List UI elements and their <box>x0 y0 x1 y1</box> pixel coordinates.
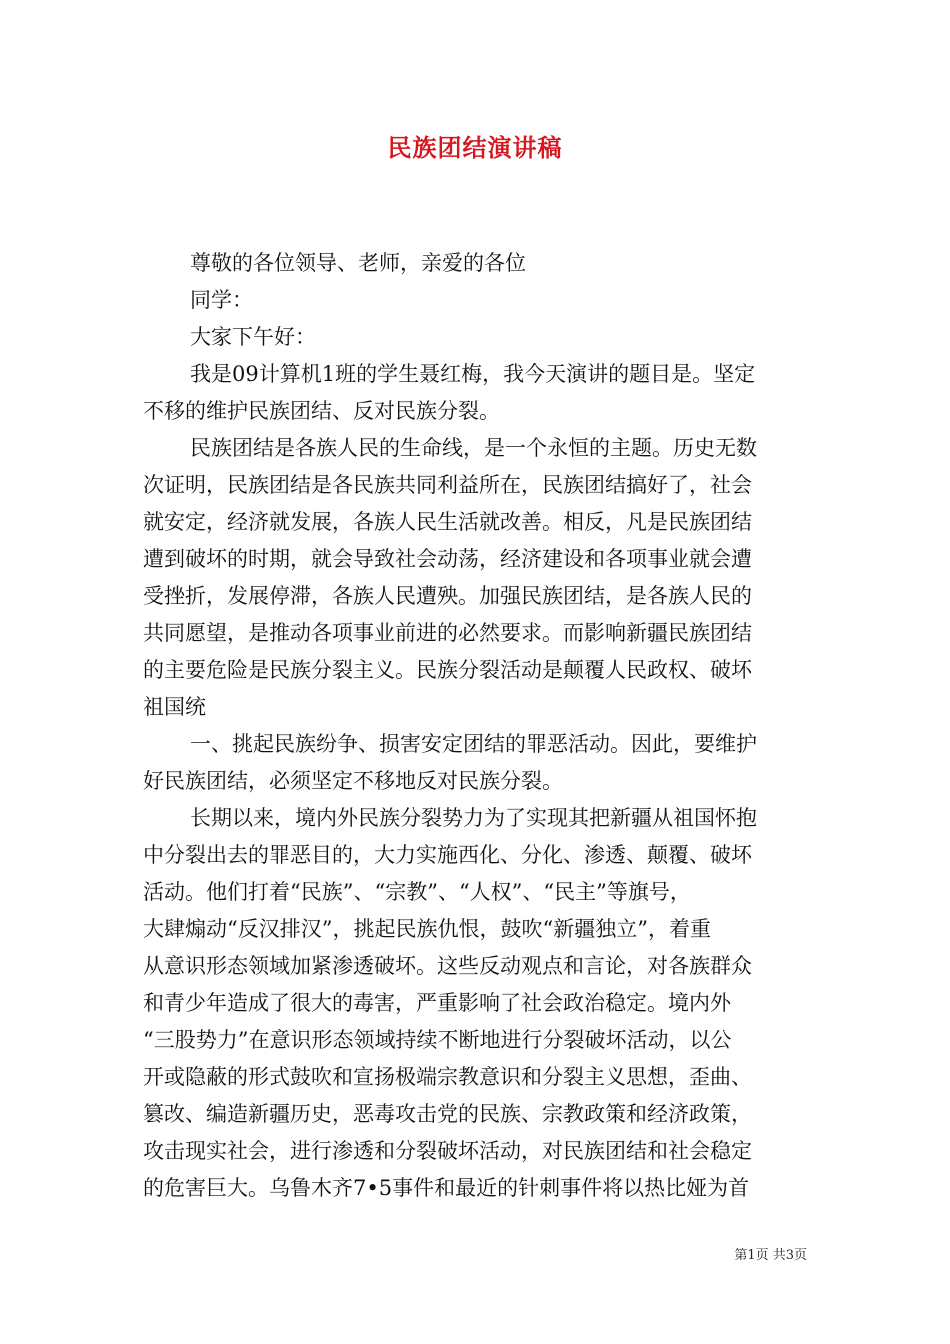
body-line: 尊敬的各位领导、老师，亲爱的各位 <box>190 251 526 275</box>
page-footer: 第1页 共3页 <box>734 1248 807 1263</box>
body-line: 大家下午好： <box>190 325 316 349</box>
body-line: 次证明，民族团结是各民族共同利益所在，民族团结搞好了，社会 <box>143 473 752 497</box>
body-line: 遭到破坏的时期，就会导致社会动荡，经济建设和各项事业就会遭 <box>143 547 752 571</box>
body-line: 就安定，经济就发展，各族人民生活就改善。相反，凡是民族团结 <box>143 510 752 534</box>
body-line: “三股势力”在意识形态领域持续不断地进行分裂破坏活动，以公 <box>143 1028 732 1052</box>
body-line: 和青少年造成了很大的毒害，严重影响了社会政治稳定。境内外 <box>143 991 731 1015</box>
document-title: 民族团结演讲稿 <box>387 133 563 162</box>
body-line: 的主要危险是民族分裂主义。民族分裂活动是颠覆人民政权、破坏 <box>143 658 752 682</box>
body-line: 好民族团结，必须坚定不移地反对民族分裂。 <box>143 769 563 793</box>
body-line: 活动。他们打着“民族”、“宗教”、“人权”、“民主”等旗号， <box>143 880 691 904</box>
body-line: 大肆煽动“反汉排汉”，挑起民族仇恨，鼓吹“新疆独立”，着重 <box>143 917 711 941</box>
body-line: 开或隐蔽的形式鼓吹和宣扬极端宗教意识和分裂主义思想，歪曲、 <box>143 1065 752 1089</box>
body-line: 攻击现实社会，进行渗透和分裂破坏活动，对民族团结和社会稳定 <box>143 1139 752 1163</box>
body-line: 我是09计算机1班的学生聂红梅，我今天演讲的题目是。坚定 <box>190 362 756 386</box>
body-line: 从意识形态领域加紧渗透破坏。这些反动观点和言论，对各族群众 <box>143 954 752 978</box>
body-line: 共同愿望，是推动各项事业前进的必然要求。而影响新疆民族团结 <box>143 621 752 645</box>
body-line: 篡改、编造新疆历史，恶毒攻击党的民族、宗教政策和经济政策， <box>143 1102 752 1126</box>
body-line: 同学： <box>190 288 253 312</box>
body-line: 祖国统 <box>143 695 206 719</box>
body-line: 民族团结是各族人民的生命线，是一个永恒的主题。历史无数 <box>190 436 757 460</box>
body-line: 不移的维护民族团结、反对民族分裂。 <box>143 399 500 423</box>
body-line: 长期以来，境内外民族分裂势力为了实现其把新疆从祖国怀抱 <box>190 806 757 830</box>
document-body <box>143 245 807 1207</box>
body-line: 受挫折，发展停滞，各族人民遭殃。加强民族团结，是各族人民的 <box>143 584 752 608</box>
body-line: 的危害巨大。乌鲁木齐7•5事件和最近的针刺事件将以热比娅为首 <box>143 1176 750 1200</box>
body-line: 中分裂出去的罪恶目的，大力实施西化、分化、渗透、颠覆、破坏 <box>143 843 752 867</box>
body-line: 一、挑起民族纷争、损害安定团结的罪恶活动。因此，要维护 <box>190 732 757 756</box>
